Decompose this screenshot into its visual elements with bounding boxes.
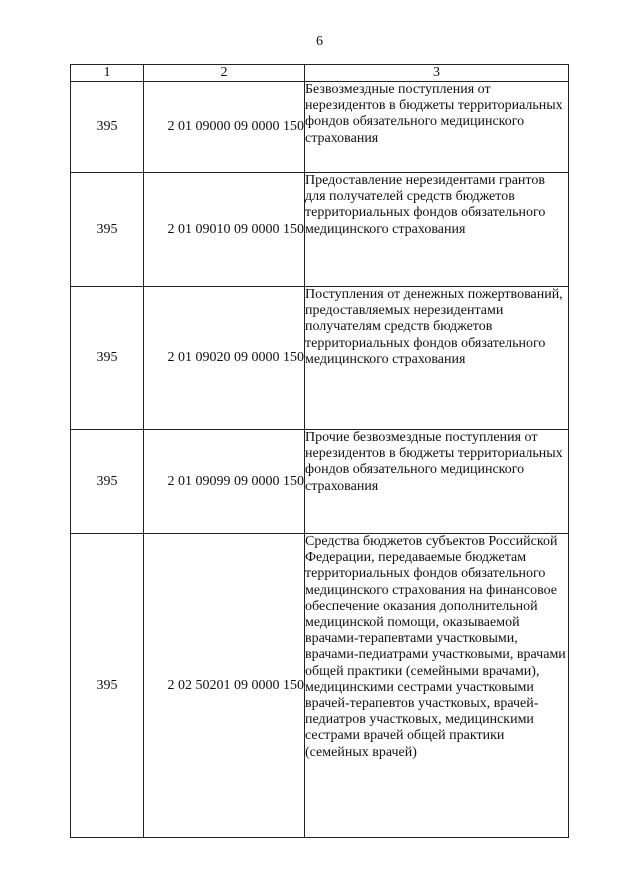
header-row [71, 65, 569, 82]
description-cell: Средства бюджетов субъектов Российской Федерации, передаваемые бюджетам территориальных фондов обязательного медицинского страхования на финансовое обеспечение оказания дополнительной медицинской помощи, оказываемой врачами-терапевтами участковыми, врачами-педиатрами участковыми, врачами общей практики (семейными врачами), медицинскими сестрами участковыми врачей-терапевтов участковых, врачей-педиатров участковых, медицинскими сестрами врачей общей практики (семейных врачей) [305, 534, 569, 838]
description-cell: Безвозмездные поступления от нерезидентов в бюджеты территориальных фондов обязательного медицинского страхования [305, 82, 569, 173]
header-col-2: 2 [144, 65, 305, 82]
description-cell: Предоставление нерезидентами грантов для получателей средств бюджетов территориальных фондов обязательного медицинского страхования [305, 173, 569, 287]
header-col-1: 1 [71, 65, 144, 82]
page-number: 6 [316, 34, 323, 49]
classification-table [70, 64, 569, 838]
admin-code-cell: 395 [71, 430, 144, 534]
admin-code-cell: 395 [71, 82, 144, 173]
admin-code-cell: 395 [71, 173, 144, 287]
budget-code-cell: 2 01 09010 09 0000 150 [144, 173, 305, 287]
table-row [71, 430, 569, 534]
header-col-3: 3 [305, 65, 569, 82]
table-row [71, 287, 569, 430]
admin-code-cell: 395 [71, 534, 144, 838]
table-row [71, 534, 569, 838]
table-row [71, 82, 569, 173]
description-cell: Прочие безвозмездные поступления от нерезидентов в бюджеты территориальных фондов обязательного медицинского страхования [305, 430, 569, 534]
admin-code-cell: 395 [71, 287, 144, 430]
budget-code-cell: 2 01 09020 09 0000 150 [144, 287, 305, 430]
description-cell: Поступления от денежных пожертвований, предоставляемых нерезидентами получателям средств бюджетов территориальных фондов обязательного медицинского страхования [305, 287, 569, 430]
table-row [71, 173, 569, 287]
budget-code-cell: 2 02 50201 09 0000 150 [144, 534, 305, 838]
budget-code-cell: 2 01 09099 09 0000 150 [144, 430, 305, 534]
budget-code-cell: 2 01 09000 09 0000 150 [144, 82, 305, 173]
